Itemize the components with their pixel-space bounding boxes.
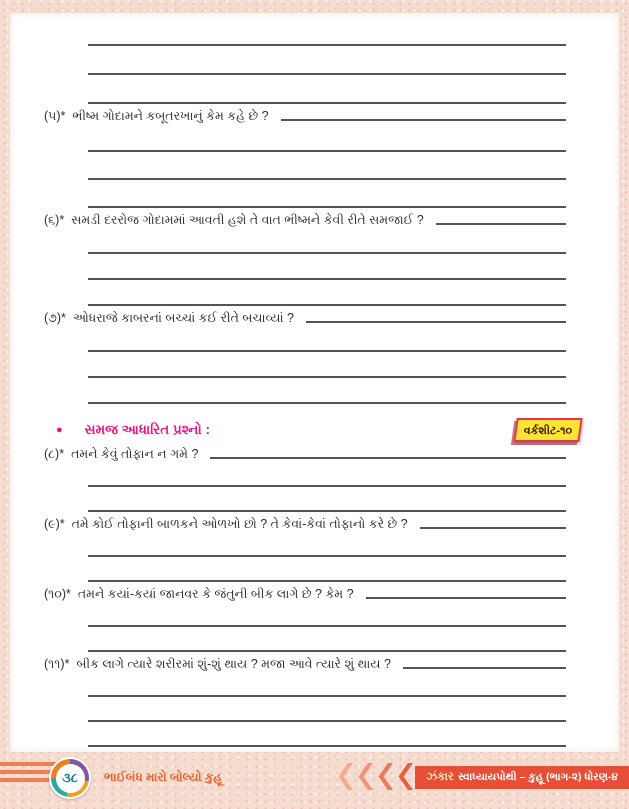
answer-line: [88, 378, 566, 404]
answer-line: [88, 557, 566, 582]
question-row: [44, 308, 619, 326]
question-text: ભીષ્મ ગોદામને કબૂતરખાનું કેમ કહે છે ?: [72, 109, 269, 123]
worksheet-badge: [513, 418, 583, 442]
chevron-left-icon: [336, 763, 353, 790]
bullet-icon: ●: [56, 423, 63, 436]
answer-line-inline: [403, 667, 566, 669]
question-number: (૧૦)*: [44, 587, 71, 601]
answer-line: [88, 46, 566, 75]
question-number: (૬)*: [44, 213, 65, 227]
question-number: (૮)*: [44, 447, 65, 461]
footer-stripe-decoration: [0, 762, 58, 766]
answer-line: [88, 152, 566, 180]
answer-line: [88, 124, 566, 152]
chevron-left-icon: [356, 763, 373, 790]
question-row: [44, 514, 619, 532]
book-ribbon: [415, 766, 629, 789]
page-footer: [0, 752, 629, 809]
answer-line-inline: [420, 527, 566, 529]
question-row: [44, 210, 619, 228]
answer-line-inline: [366, 597, 566, 599]
worksheet-badge-label: વર્કશીટ-૧૦: [523, 425, 572, 437]
answer-line: [88, 672, 566, 697]
question-number: (૫)*: [44, 109, 66, 123]
chevrons-decoration: [333, 763, 413, 790]
question-row: [44, 444, 619, 462]
answer-line: [88, 280, 566, 306]
answer-line: [88, 228, 566, 254]
question-number: (૯)*: [44, 517, 65, 531]
question-text: ઓધરાજે કાબરનાં બચ્ચાં કઈ રીતે બચાવ્યાં ?: [72, 311, 294, 325]
answer-line: [88, 17, 566, 46]
answer-line: [88, 462, 566, 487]
answer-line: [88, 722, 566, 747]
answer-line: [88, 627, 566, 652]
section-title: સમજ આધારિત પ્રશ્નો :: [84, 422, 210, 437]
questions-area: [10, 17, 619, 747]
question-number: (૭)*: [44, 311, 66, 325]
answer-line-inline: [210, 457, 566, 459]
answer-line: [88, 532, 566, 557]
page-number: ૩૮: [56, 764, 85, 793]
question-text: તમને કયાં-કયાં જાનવર કે જંતુની બીક લાગે છે ? કેમ ?: [77, 587, 354, 601]
answer-line-inline: [281, 119, 566, 121]
book-title-text: સ્વાધ્યાયપોથી – કુહૂ (ભાગ-૨) ધોરણ-૪: [457, 771, 618, 783]
question-text: તમે કોઈ તોફાની બાળકને ઓળખો છો ? તે કેવાં-કેવાં તોફાનો કરે છે ?: [71, 517, 408, 531]
chapter-title: ભાઈબંધ મારો બોલ્યો કુહૂ: [104, 770, 222, 784]
answer-line: [88, 326, 566, 352]
answer-line: [88, 180, 566, 208]
answer-line-inline: [436, 223, 566, 225]
page-number-badge: [49, 757, 91, 799]
book-series-name: ઝંકાર: [426, 771, 454, 783]
chevron-left-icon: [376, 763, 393, 790]
answer-line: [88, 602, 566, 627]
answer-line: [88, 75, 566, 104]
section-header-row: [10, 418, 619, 442]
answer-line: [88, 352, 566, 378]
question-row: [44, 106, 619, 124]
question-row: [44, 654, 619, 672]
question-text: સમડી દરરોજ ગોદામમાં આવતી હશે તે વાત ભીષ્મને કેવી રીતે સમજાઈ ?: [71, 213, 424, 227]
answer-line: [88, 254, 566, 280]
answer-line: [88, 487, 566, 512]
question-row: [44, 584, 619, 602]
answer-line: [88, 697, 566, 722]
question-text: તમને કેવું તોફાન ન ગમે ?: [71, 447, 199, 461]
worksheet-sheet: [10, 13, 619, 752]
question-number: (૧૧)*: [44, 657, 70, 671]
question-text: બીક લાગે ત્યારે શરીરમાં શું-શું થાય ? મજા આવે ત્યારે શું થાય ?: [76, 657, 391, 671]
answer-line-inline: [306, 321, 566, 323]
chevron-left-icon: [396, 763, 413, 790]
